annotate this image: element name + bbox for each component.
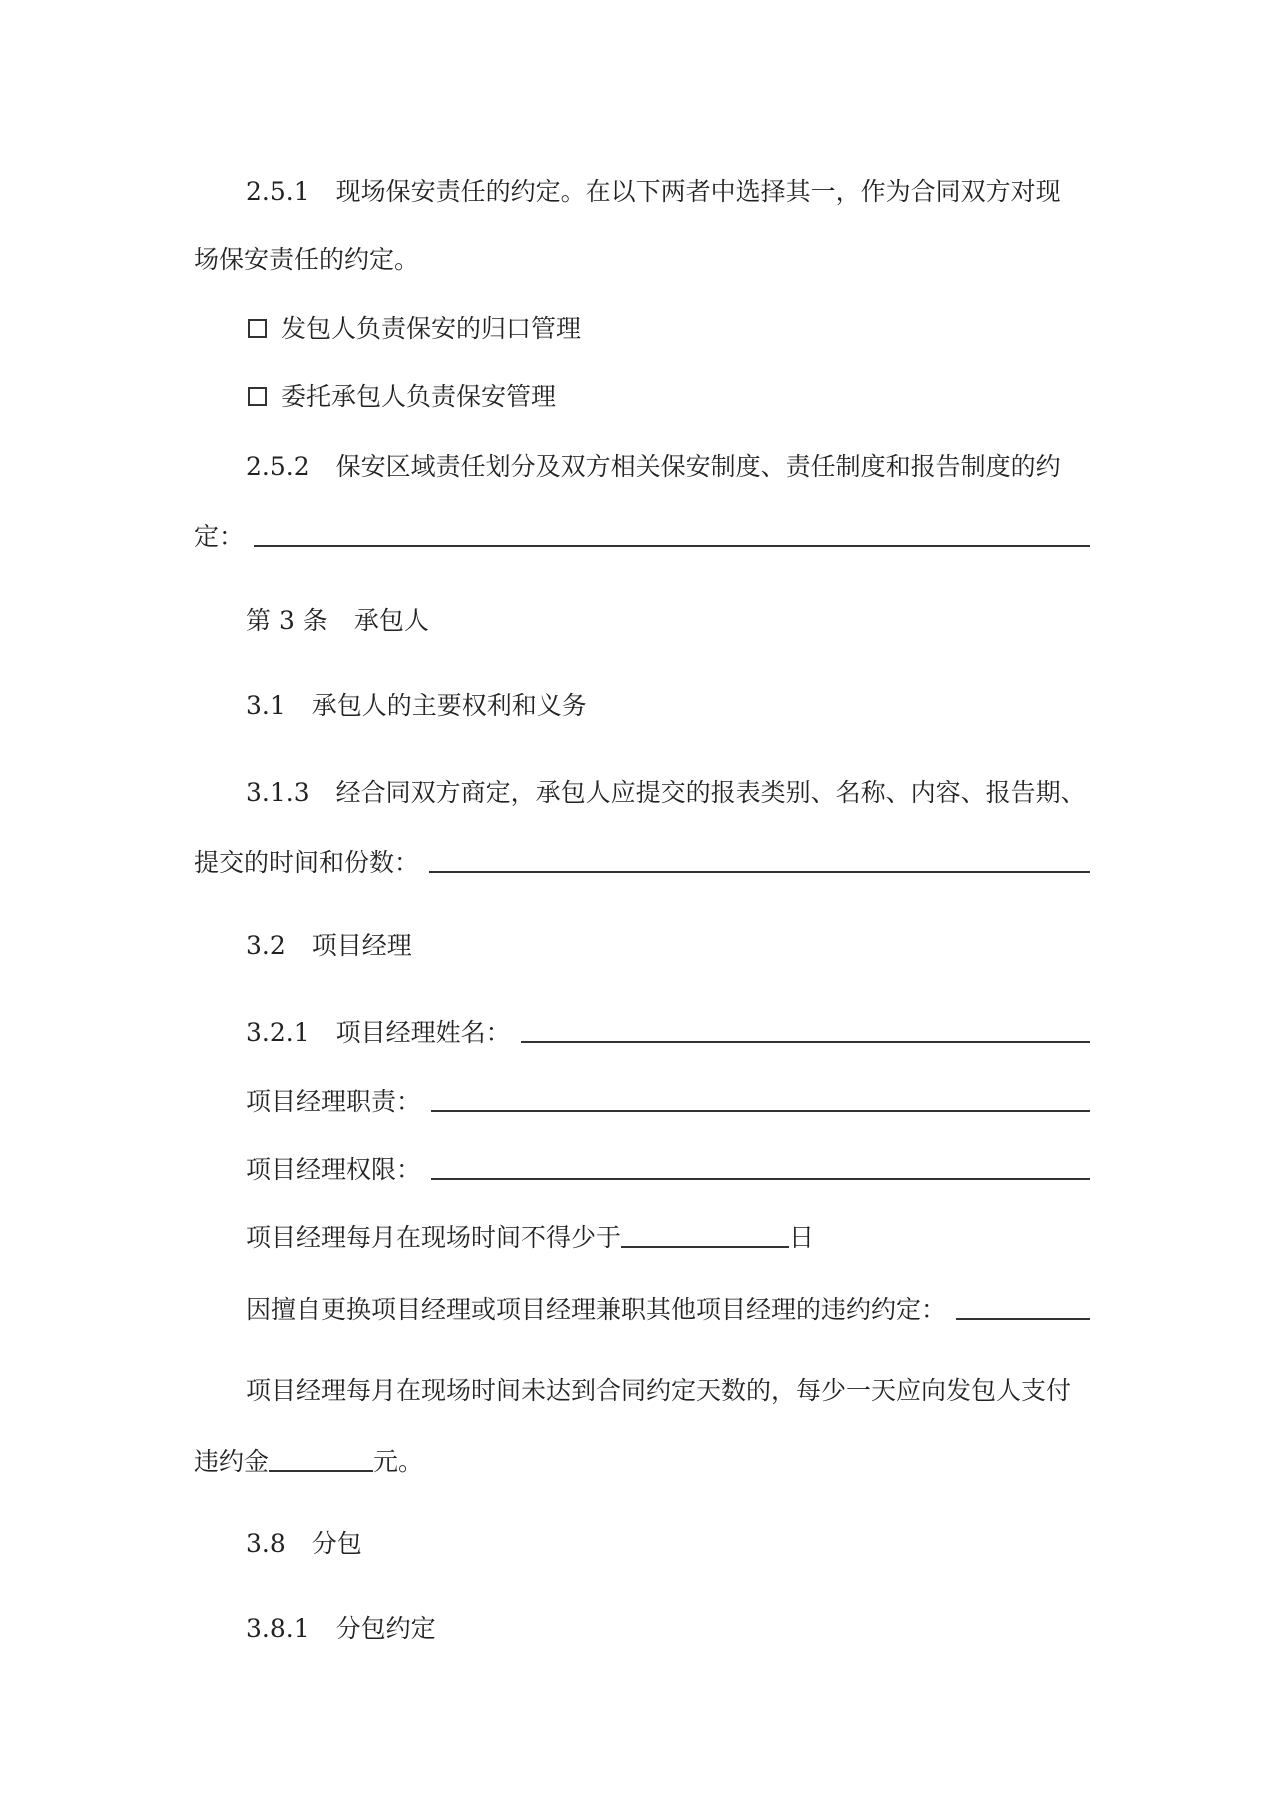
penalty-line1 [246,1373,1071,1409]
manager-duties [246,1082,1090,1120]
unit-label: 日 [789,1223,815,1252]
section-title: 分包 [311,1529,362,1558]
blank-field-security-arrangement[interactable] [254,519,1090,547]
clause-3-8-1-heading [246,1611,436,1647]
section-number: 3.8 [246,1529,286,1558]
section-3-8-heading [246,1526,362,1562]
clause-3-1-3-line1 [246,775,1086,811]
blank-field-replacement-penalty[interactable] [956,1292,1090,1320]
blank-field-manager-name[interactable] [521,1015,1090,1043]
clause-text: 保安区域责任划分及双方相关保安制度、责任制度和报告制度的约 [335,452,1061,481]
clause-number: 2.5.2 [246,452,310,481]
manager-onsite-days [246,1218,814,1256]
blank-field-manager-duties[interactable] [431,1084,1090,1112]
section-title: 承包人的主要权利和义务 [311,691,587,720]
clause-number: 3.2.1 [246,1018,310,1047]
article-3-heading [246,603,429,639]
field-label: 定： [194,522,245,551]
clause-text: 经合同双方商定，承包人应提交的报表类别、名称、内容、报告期、 [335,778,1086,807]
clause-text: 现场保安责任的约定。在以下两者中选择其一，作为合同双方对现 [335,177,1061,206]
blank-field-manager-authority[interactable] [431,1152,1090,1180]
clause-number: 2.5.1 [246,177,310,206]
field-label: 项目经理职责： [246,1087,422,1116]
clause-2-5-2-line2 [194,517,1090,555]
section-number: 3.2 [246,931,286,960]
section-title: 项目经理 [311,931,412,960]
section-3-2-heading [246,928,412,964]
section-3-1-heading [246,688,587,724]
penalty-line2 [194,1442,423,1480]
blank-field-penalty-amount[interactable] [269,1444,373,1472]
field-label: 项目经理权限： [246,1155,422,1184]
field-label: 因擅自更换项目经理或项目经理兼职其他项目经理的违约约定： [246,1295,947,1324]
option-contractor-security[interactable] [248,379,556,415]
checkbox-icon[interactable] [248,387,267,406]
field-label: 项目经理姓名： [335,1018,511,1047]
blank-field-report-details[interactable] [429,845,1090,873]
clause-number: 3.8.1 [246,1614,310,1643]
checkbox-icon[interactable] [248,319,267,338]
manager-replacement-penalty [246,1290,1090,1328]
article-number: 第 3 条 [246,606,328,635]
field-label: 提交的时间和份数： [194,848,420,877]
clause-2-5-1-line2 [194,242,419,278]
field-label: 项目经理每月在现场时间不得少于 [246,1223,622,1252]
penalty-text: 项目经理每月在现场时间未达到合同约定天数的，每少一天应向发包人支付 [246,1376,1072,1405]
article-title: 承包人 [353,606,429,635]
clause-3-1-3-line2 [194,843,1090,881]
clause-2-5-2-line1 [246,449,1061,485]
manager-authority [246,1150,1090,1188]
blank-field-onsite-days[interactable] [621,1220,789,1248]
clause-number: 3.1.3 [246,778,310,807]
clause-3-2-1 [246,1013,1090,1051]
clause-text-continued: 场保安责任的约定。 [194,245,420,274]
option-label: 委托承包人负责保安管理 [281,382,557,411]
field-label: 违约金 [194,1447,270,1476]
clause-2-5-1-line1 [246,174,1061,210]
option-label: 发包人负责保安的归口管理 [281,314,582,343]
clause-title: 分包约定 [335,1614,436,1643]
section-number: 3.1 [246,691,286,720]
option-employer-security[interactable] [248,311,581,347]
unit-label: 元。 [373,1447,424,1476]
